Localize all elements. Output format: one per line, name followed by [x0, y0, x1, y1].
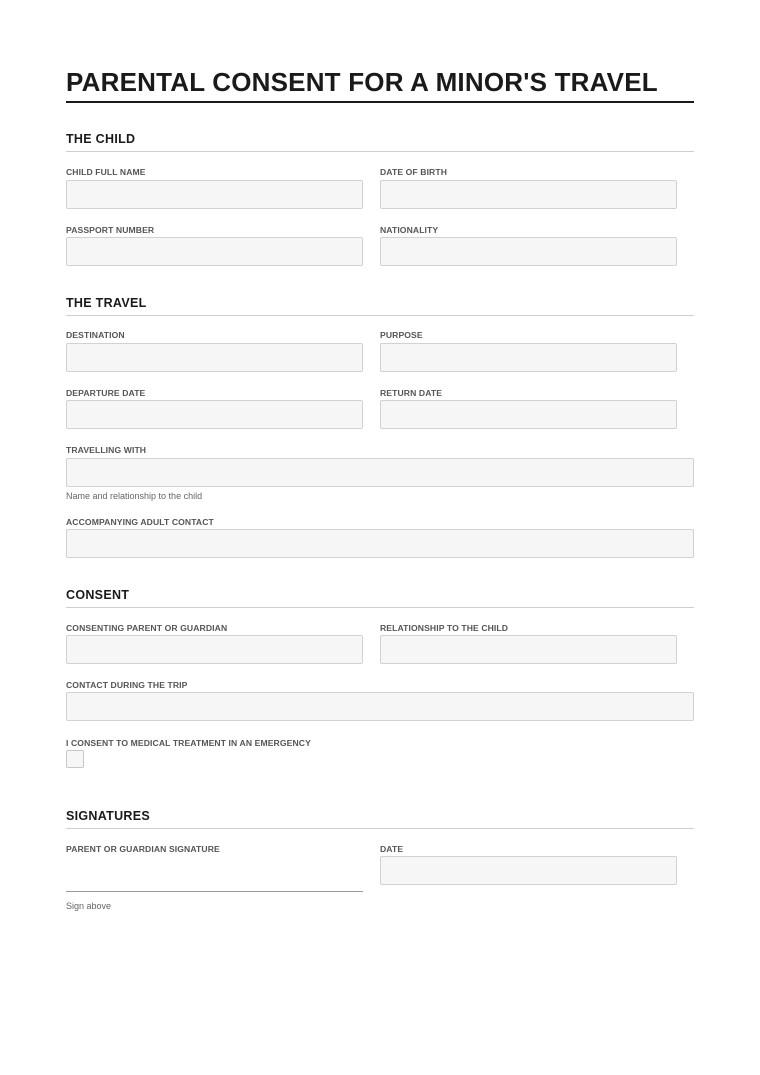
- medical-consent-label: I CONSENT TO MEDICAL TREATMENT IN AN EMERGENCY: [66, 738, 311, 748]
- return-date-label: RETURN DATE: [380, 388, 443, 398]
- child-full-name-input[interactable]: [66, 180, 363, 209]
- section-heading-signatures: SIGNATURES: [66, 808, 694, 829]
- travelling-with-input[interactable]: [66, 458, 694, 487]
- consenting-parent-input[interactable]: [66, 635, 363, 664]
- section-heading-consent: CONSENT: [66, 587, 694, 608]
- child-full-name-label: CHILD FULL NAME: [66, 167, 146, 177]
- medical-consent-checkbox[interactable]: [66, 750, 84, 768]
- date-of-birth-label: DATE OF BIRTH: [380, 167, 448, 177]
- consenting-parent-label: CONSENTING PARENT OR GUARDIAN: [66, 623, 228, 633]
- document-title: PARENTAL CONSENT FOR A MINOR'S TRAVEL: [66, 66, 694, 103]
- travelling-with-hint: Name and relationship to the child: [66, 491, 203, 501]
- passport-number-label: PASSPORT NUMBER: [66, 225, 155, 235]
- signature-label: PARENT OR GUARDIAN SIGNATURE: [66, 844, 220, 854]
- contact-during-trip-input[interactable]: [66, 692, 694, 721]
- relationship-input[interactable]: [380, 635, 677, 664]
- nationality-input[interactable]: [380, 237, 677, 266]
- departure-date-input[interactable]: [66, 400, 363, 429]
- accompanying-adult-contact-input[interactable]: [66, 529, 694, 558]
- nationality-label: NATIONALITY: [380, 225, 439, 235]
- signature-date-input[interactable]: [380, 856, 677, 885]
- travelling-with-label: TRAVELLING WITH: [66, 445, 147, 455]
- purpose-input[interactable]: [380, 343, 677, 372]
- destination-label: DESTINATION: [66, 330, 125, 340]
- signature-date-label: DATE: [380, 844, 404, 854]
- contact-during-trip-label: CONTACT DURING THE TRIP: [66, 680, 188, 690]
- purpose-label: PURPOSE: [380, 330, 423, 340]
- section-heading-child: THE CHILD: [66, 131, 694, 152]
- destination-input[interactable]: [66, 343, 363, 372]
- signature-hint: Sign above: [66, 901, 112, 911]
- date-of-birth-input[interactable]: [380, 180, 677, 209]
- departure-date-label: DEPARTURE DATE: [66, 388, 146, 398]
- accompanying-adult-contact-label: ACCOMPANYING ADULT CONTACT: [66, 517, 214, 527]
- passport-number-input[interactable]: [66, 237, 363, 266]
- signature-line[interactable]: [66, 891, 363, 892]
- return-date-input[interactable]: [380, 400, 677, 429]
- relationship-label: RELATIONSHIP TO THE CHILD: [380, 623, 509, 633]
- section-heading-travel: THE TRAVEL: [66, 295, 694, 316]
